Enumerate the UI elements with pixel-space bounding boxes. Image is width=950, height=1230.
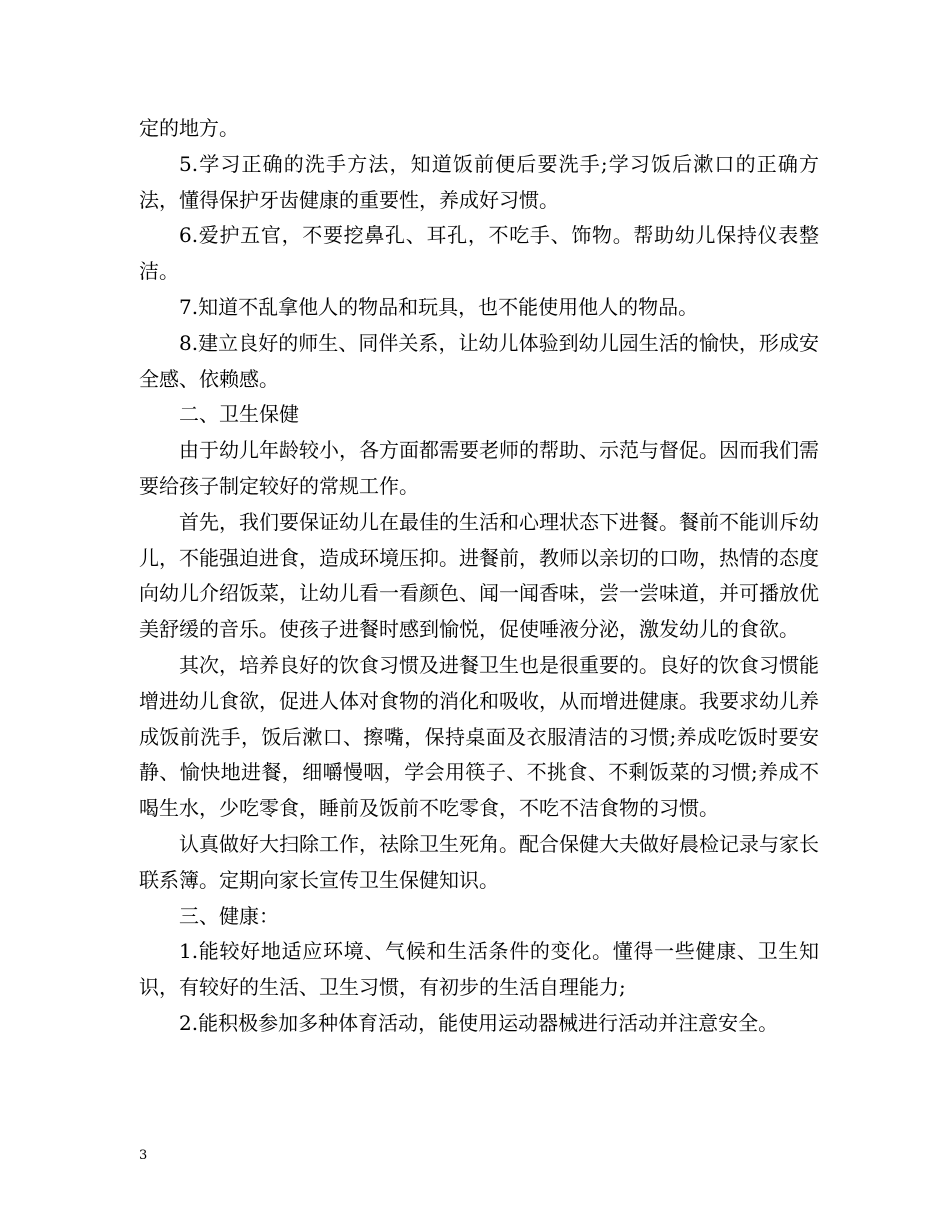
paragraph: 1.能较好地适应环境、气候和生活条件的变化。懂得一些健康、卫生知识，有较好的生活、卫生习惯，有初步的生活自理能力; bbox=[139, 939, 819, 1000]
paragraph: 定的地方。 bbox=[139, 116, 239, 140]
paragraph: 三、健康： bbox=[179, 903, 279, 928]
paragraph: 其次，培养良好的饮食习惯及进餐卫生也是很重要的。良好的饮食习惯能增进幼儿食欲，促进人体对食物的消化和吸收，从而增进健康。我要求幼儿养成饭前洗手，饭后漱口、擦嘴，保持桌面及衣服清洁的习惯;养成吃饭时要安静、愉快地进餐，细嚼慢咽，学会用筷子、不挑食、不剩饭菜的习惯;养成不喝生水，少吃零食，睡前及饭前不吃零食，不吃不洁食物的习惯。 bbox=[139, 652, 819, 821]
paragraph: 6.爱护五官，不要挖鼻孔、耳孔，不吃手、饰物。帮助幼儿保持仪表整洁。 bbox=[139, 223, 819, 284]
paragraph: 二、卫生保健 bbox=[179, 402, 299, 427]
paragraph: 2.能积极参加多种体育活动，能使用运动器械进行活动并注意安全。 bbox=[179, 1010, 779, 1035]
paragraph: 8.建立良好的师生、同伴关系，让幼儿体验到幼儿园生活的愉快，形成安全感、依赖感。 bbox=[139, 330, 819, 391]
body-text bbox=[139, 111, 819, 1042]
paragraph: 7.知道不乱拿他人的物品和玩具，也不能使用他人的物品。 bbox=[179, 294, 699, 319]
page-number: 3 bbox=[139, 1148, 148, 1163]
paragraph: 首先，我们要保证幼儿在最佳的生活和心理状态下进餐。餐前不能训斥幼儿，不能强迫进食，造成环境压抑。进餐前，教师以亲切的口吻，热情的态度向幼儿介绍饭菜，让幼儿看一看颜色、闻一闻香味，尝一尝味道，并可播放优美舒缓的音乐。使孩子进餐时感到愉悦，促使唾液分泌，激发幼儿的食欲。 bbox=[139, 509, 819, 642]
paragraph: 认真做好大扫除工作，祛除卫生死角。配合保健大夫做好晨检记录与家长联系簿。定期向家长宣传卫生保健知识。 bbox=[139, 831, 819, 892]
paragraph: 由于幼儿年龄较小，各方面都需要老师的帮助、示范与督促。因而我们需要给孩子制定较好的常规工作。 bbox=[139, 438, 819, 498]
paragraph: 5.学习正确的洗手方法，知道饭前便后要洗手;学习饭后漱口的正确方法，懂得保护牙齿健康的重要性，养成好习惯。 bbox=[139, 151, 819, 212]
